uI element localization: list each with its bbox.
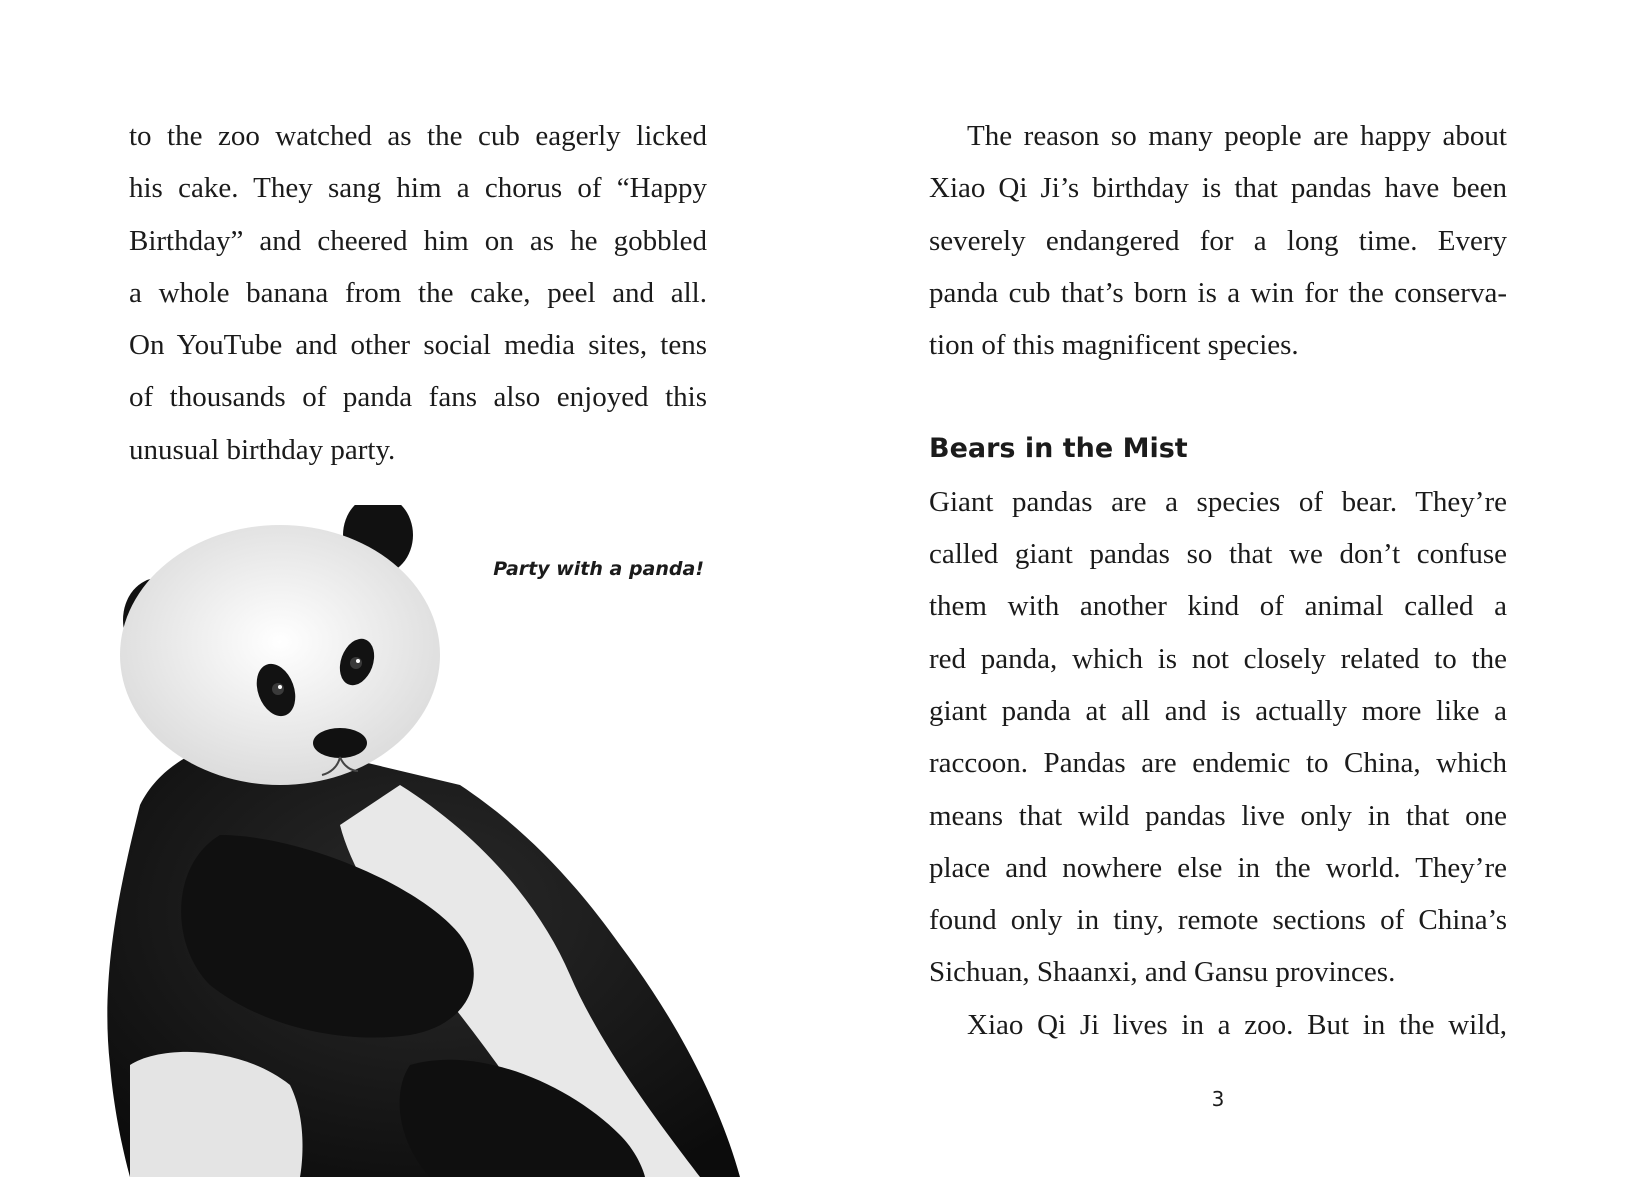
text-line: a whole banana from the cake, peel and all. [129,276,707,309]
text-line: unusual birthday party. [129,433,396,466]
text-line: Sichuan, Shaanxi, and Gansu provinces. [929,956,1396,989]
section-heading: Bears in the Mist [929,433,1188,465]
left-text-column [129,110,707,476]
text-line: raccoon. Pandas are endemic to China, which [929,747,1507,780]
text-line: giant panda at all and is actually more like a [929,694,1507,727]
text-line: means that wild pandas live only in that one [929,799,1507,832]
page-number: 3 [1211,1087,1225,1111]
text-line: Xiao Qi Ji’s birthday is that pandas have been [929,172,1507,205]
image-caption: Party with a panda! [493,558,704,580]
text-line: place and nowhere else in the world. They’re [929,851,1507,884]
text-line: Giant pandas are a species of bear. They’re [929,485,1507,518]
text-line: to the zoo watched as the cub eagerly licked [129,120,707,152]
panda-photo [100,505,740,1177]
text-line: red panda, which is not closely related to the [929,642,1507,675]
text-line: of thousands of panda fans also enjoyed this [129,381,707,414]
right-text-column [929,110,1507,1051]
text-line: Birthday” and cheered him on as he gobbled [129,224,707,257]
text-line: called giant pandas so that we don’t confuse [929,538,1507,571]
text-line: them with another kind of animal called a [929,590,1507,623]
text-line: severely endangered for a long time. Every [929,224,1507,257]
text-line: tion of this magnificent species. [929,329,1299,362]
text-line: panda cub that’s born is a win for the conserva- [929,276,1507,309]
text-line: On YouTube and other social media sites, tens [129,329,707,362]
text-line: his cake. They sang him a chorus of “Happy [129,172,707,205]
text-line: The reason so many people are happy about [967,120,1507,152]
text-line: found only in tiny, remote sections of China’s [929,904,1507,937]
paragraph-gap [929,371,1507,423]
text-line: Xiao Qi Ji lives in a zoo. But in the wild, [967,1008,1507,1041]
